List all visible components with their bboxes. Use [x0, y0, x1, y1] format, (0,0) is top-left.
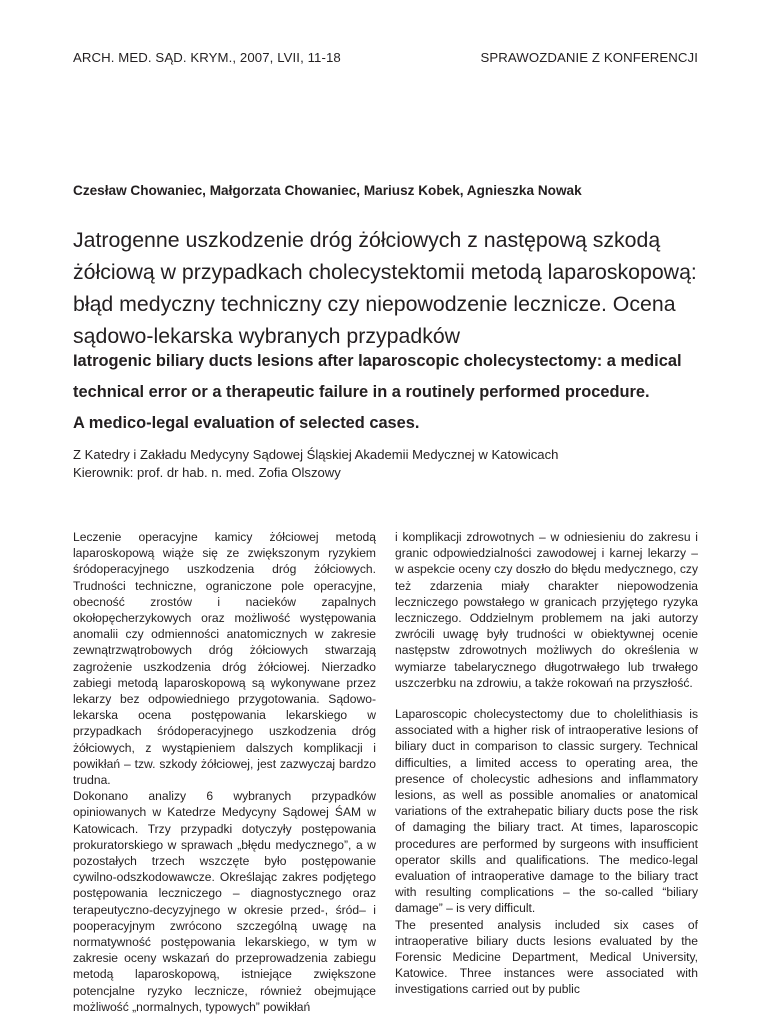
title-english-line: technical error or a therapeutic failure in a routinely performed procedure. — [73, 383, 650, 401]
department-head: Kierownik: prof. dr hab. n. med. Zofia Olszowy — [73, 465, 341, 480]
title-english-line: Iatrogenic biliary ducts lesions after laparoscopic cholecystectomy: a medical — [73, 352, 682, 370]
title-english — [73, 346, 723, 439]
section-label: SPRAWOZDANIE Z KONFERENCJI — [480, 50, 698, 65]
abstract-en-paragraph: The presented analysis included six cases of intraoperative biliary ducts lesions evaluated by the Forensic Medicine Department, Medical University, Katowice. Three instances were associated with investigations carried out by public — [395, 917, 698, 997]
title-polish-line: żółciową w przypadkach cholecystektomii metodą laparoskopową: — [73, 260, 697, 284]
left-column — [73, 529, 376, 1015]
title-polish-line: Jatrogenne uszkodzenie dróg żółciowych z następową szkodą — [73, 228, 661, 252]
right-column — [395, 529, 698, 998]
abstract-pl-continuation: i komplikacji zdrowotnych – w odniesieniu do zakresu i granic odpowiedzialności zawodowej i karnej lekarzy – w aspekcie oceny czy doszło do błędu medycznego, czy też zdarzenia miały charakter niepowodzenia leczniczego powstałego w granicach przyjętego ryzyka leczniczego. Oddzielnym problemem na jaki autorzy zwrócili uwagę były trudności w obiektywnej ocenie następstw zdrowotnych możliwych do określenia w wymiarze tabelarycznego długotrwałego lub trwałego uszczerbku na zdrowiu, a także rokowań na przyszłość. — [395, 530, 698, 690]
title-polish — [73, 224, 713, 352]
abstract-pl-paragraph: Leczenie operacyjne kamicy żółciowej metodą laparoskopową wiąże się ze zwiększonym ryzykiem śródoperacyjnego uszkodzenia dróg żółciowych. Trudności techniczne, ograniczone pole operacyjne, obecność zrostów i nacieków zapalnych okołopęcherzykowych oraz możliwość występowania anomalii czy odmienności anatomicznych w zakresie zewnątrzwątrobowych dróg żółciowych stwarzają zagrożenie uszkodzenia dróg żółciowej. Nierzadko zabiegi metodą laparoskopową są wykonywane przez lekarzy bez odpowiedniego przygotowania. Sądowo-lekarska ocena postępowania lekarskiego w przypadkach śródoperacyjnego uszkodzenia dróg żółciowych, z wystąpieniem dalszych komplikacji i powikłań – tzw. szkody żółciowej, jest zazwyczaj bardzo trudna. — [73, 530, 376, 788]
title-english-line: A medico-legal evaluation of selected cases. — [73, 414, 420, 432]
affiliation-block — [73, 446, 713, 482]
abstract-pl-paragraph: Dokonano analizy 6 wybranych przypadków opiniowanych w Katedrze Medycyny Sądowej ŚAM w Katowicach. Trzy przypadki dotyczyły postępowania prokuratorskiego w sprawach „błędu medycznego”, a w pozostałych trzech wszczęte było postępowanie cywilno-odszkodowawcze. Określając zakres podjętego postępowania leczniczego – diagnostycznego oraz terapeutyczno-decyzyjnego w okresie przed-, śród– i pooperacyjnym zwrócono szczególną uwagę na normatywność postępowania lekarskiego, w tym w zakresie oceny wskazań do przeprowadzenia zabiegu metodą laparoskopową, istniejące zwiększone potencjalne ryzyko lecznicze, również obejmujące możliwość „normalnych, typowych” powikłań — [73, 789, 376, 1014]
journal-reference: ARCH. MED. SĄD. KRYM., 2007, LVII, 11-18 — [73, 50, 341, 65]
title-polish-line: sądowo-lekarska wybranych przypadków — [73, 324, 461, 348]
title-polish-line: błąd medyczny techniczny czy niepowodzenie lecznicze. Ocena — [73, 292, 676, 316]
affiliation: Z Katedry i Zakładu Medycyny Sądowej Śląskiej Akademii Medycznej w Katowicach — [73, 447, 559, 462]
author-list: Czesław Chowaniec, Małgorzata Chowaniec, Mariusz Kobek, Agnieszka Nowak — [73, 183, 582, 198]
abstract-en-paragraph: Laparoscopic cholecystectomy due to cholelithiasis is associated with a higher risk of intraoperative lesions of biliary duct in comparison to classic surgery. Technical difficulties, a limited access to operating area, the presence of cholecystic adhesions and inflammatory lesions, as well as possible anomalies or anatomical variations of the extrahepatic biliary ducts pose the risk of damaging the biliary tract. At times, laparoscopic procedures are performed by surgeons with insufficient operator skills and qualifications. The medico-legal evaluation of intraoperative damage to the biliary tract with resulting complications – the so-called “biliary damage” – is very difficult. — [395, 707, 698, 916]
